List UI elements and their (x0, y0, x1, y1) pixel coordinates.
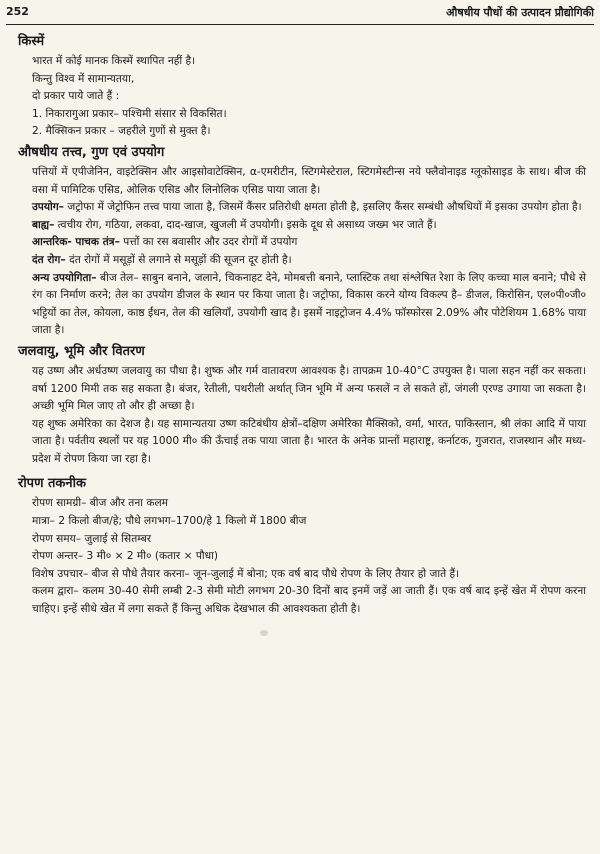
anya-paragraph (18, 270, 586, 340)
kisme-line-1: भारत में कोई मानक किस्में स्थापित नहीं है। (32, 55, 196, 67)
anya-text: बीज तेल– साबुन बनाने, जलाने, चिकनाहट देने, मोमबत्ती बनाने, प्लास्टिक तथा संश्लेषित रेशा के लिए कच्चा माल बनाने; पौधे से रंग का निर्माण करने; तेल का उपयोग डीजल के स्थान पर किया जाता है। जट्रोफा, विकास करने योग्य विकल्प है– डीजल, किरोसिन, एल०पी०जी० भट्टियों का तेल, कोयला, काष्ठ ईंधन, तेल की खलियाँ, उपयोगी खाद है। इसमें नाइट्रोजन 4.4% फॉस्फोरस 2.09% और पोटेशियम 1.68% पाया जाता है। (32, 271, 586, 337)
antarik-label: आन्तरिक- पाचक तंत्र– (32, 236, 120, 249)
running-title: औषधीय पौधों की उत्पादन प्रौद्योगिकी (446, 6, 594, 19)
anya-label: अन्य उपयोगिता– (32, 271, 97, 284)
upyog-paragraph (18, 199, 586, 217)
dant-text: दंत रोगों में मसूड़ों से लगाने से मसूड़ों की सूजन दूर होती है। (65, 253, 292, 266)
heading-jalvayu: जलवायु, भूमि और वितरण (18, 343, 145, 359)
header-rule (6, 24, 594, 25)
ropan-matra: मात्रा– 2 किलो बीज/हे; पौधे लगभग–1700/हे 1 किलो में 1800 बीज (32, 515, 307, 528)
ropan-upchar: विशेष उपचार– बीज से पौधे तैयार करना– जून-जुलाई में बोना; एक वर्ष बाद पौधे रोपण के लिए तैयार हो जाते हैं। (32, 567, 460, 580)
ropan-kalam: कलम द्वारा– कलम 30-40 सेमी लम्बी 2-3 सेमी मोटी लगभग 20-30 दिनों बाद इनमें जड़ें आ जाती हैं। एक वर्ष बाद इन्हें खेत में रोपण करना चाहिए। इन्हें सीधे खेत में लगा सकते हैं किन्तु अधिक देखभाल की आवश्यकता होती है। (32, 585, 586, 616)
kisme-line-5: 2. मैक्सिकन प्रकार – जहरीले गुणों से मुक्त है। (32, 125, 211, 138)
upyog-label: उपयोग– (32, 201, 64, 214)
dant-paragraph (18, 252, 586, 270)
page-content (18, 30, 586, 619)
antarik-text: पत्तों का रस बवासीर और उदर रोगों में उपयोग (119, 236, 298, 249)
jalvayu-para-1: यह उष्ण और अर्धउष्ण जलवायु का पौधा है। शुष्क और गर्म वातावरण आवश्यक है। तापक्रम 10-40°C उपयुक्त है। पाला सहन नहीं कर सकता। वर्षा 1200 मिमी तक सह सकता है। बंजर, रेतीली, पथरीली अर्थात् जिन भूमि में अन्य फसलें न ले सकते हों, जंगली एरण्ड उगाया जा सकता है। अच्छी भूमि मिल जाए तो और ही अच्छा है। (32, 364, 586, 413)
kisme-line-2: किन्तु विश्व में सामान्यतया, (32, 72, 135, 85)
ropan-antar: रोपण अन्तर– 3 मी० × 2 मी० (कतार × पौधा) (32, 550, 219, 563)
kisme-line-3: दो प्रकार पाये जाते हैं : (32, 90, 120, 103)
ropan-samay: रोपण समय– जुलाई से सितम्बर (32, 532, 152, 545)
bahya-paragraph (18, 217, 586, 235)
page-header (6, 4, 594, 22)
jalvayu-para-2: यह शुष्क अमेरिका का देशज है। यह सामान्यतया उष्ण कटिबंधीय क्षेत्रों–दक्षिण अमेरिका मैक्सिको, वर्मा, भारत, पाकिस्तान, श्री लंका आदि में पाया जाता है। पर्वतीय स्थलों पर यह 1000 मी० की ऊँचाई तक पाया जाता है। भारत के अनेक प्रान्तों महाराष्ट्र, कर्नाटक, गुजरात, राजस्थान और मध्य-प्रदेश में रोपण किया जा रहा है। (32, 417, 586, 465)
upyog-text: जट्रोफा में जेट्रोफिन तत्त्व पाया जाता है, जिसमें कैंसर प्रतिरोधी क्षमता होती है, इसलिए कैंसर सम्बंधी औषधियों में इसका उपयोग होता है। (63, 201, 582, 214)
antarik-paragraph (18, 234, 586, 252)
kisme-line-4: 1. निकारागुआ प्रकार– पश्चिमी संसार से विकसित। (32, 107, 227, 120)
page-smudge (260, 630, 268, 636)
bahya-label: बाह्य– (32, 218, 55, 231)
heading-kisme: किस्में (18, 34, 45, 49)
ropan-samagri: रोपण सामग्री– बीज और तना कलम (32, 497, 168, 510)
page-number: 252 (6, 5, 29, 18)
dant-label: दंत रोग– (32, 253, 66, 266)
aushadhiya-intro: पत्तियों में एपीजेनिन, वाइटेक्सिन और आइसोवाटेक्सिन, α-एमरीटीन, स्टिगमेस्टेराल, स्टिगमेस्टीन्स नये फ्लैवोनाइड ग्लूकोसाइड के साथ। बीज की वसा में पामिटिक एसिड, ओलिक एसिड और लिनोलिक एसिड पाया जाता है। (32, 165, 586, 196)
bahya-text: त्वचीय रोग, गठिया, लकवा, दाद-खाज, खुजली में उपयोगी। इसके दूध से असाध्य जख्म भर जाते हैं। (54, 218, 437, 231)
heading-aushadhiya: औषधीय तत्त्व, गुण एवं उपयोग (18, 144, 165, 160)
heading-ropan: रोपण तकनीक (18, 476, 86, 492)
